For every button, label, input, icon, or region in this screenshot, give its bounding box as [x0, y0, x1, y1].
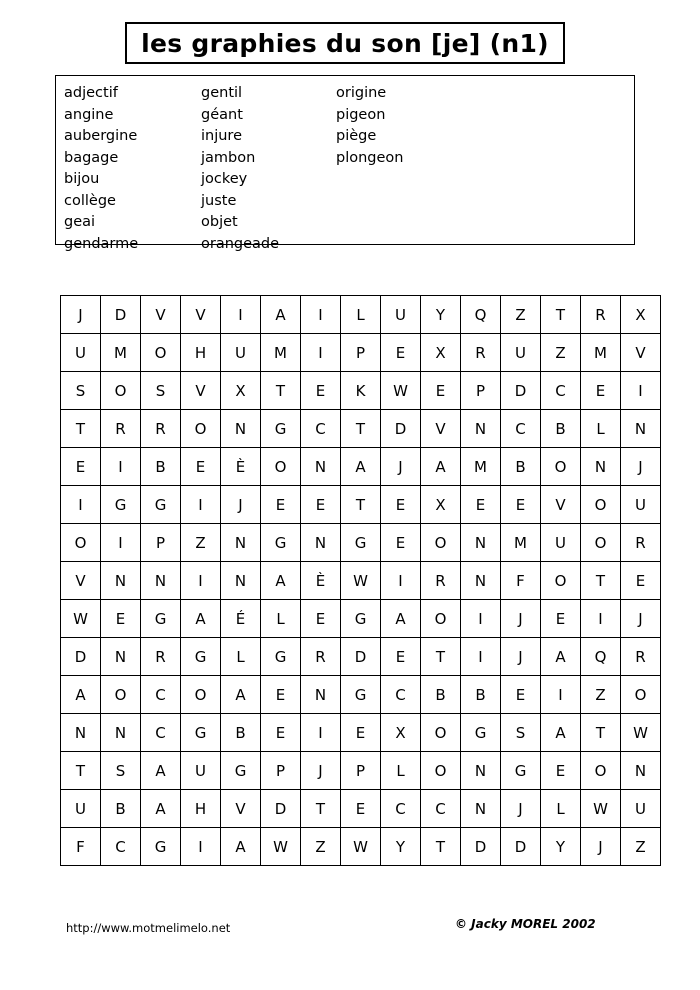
grid-cell[interactable]: N [461, 524, 501, 562]
grid-cell[interactable]: H [181, 790, 221, 828]
word-search-grid [60, 295, 661, 866]
grid-cell[interactable]: M [261, 334, 301, 372]
grid-row [61, 372, 661, 410]
grid-cell[interactable]: V [181, 296, 221, 334]
grid-cell[interactable]: R [101, 410, 141, 448]
grid-row [61, 410, 661, 448]
grid-cell[interactable]: I [301, 714, 341, 752]
grid-cell[interactable]: I [461, 600, 501, 638]
grid-cell[interactable]: N [461, 410, 501, 448]
grid-cell[interactable]: H [181, 334, 221, 372]
grid-cell[interactable]: C [381, 676, 421, 714]
grid-cell[interactable]: E [301, 600, 341, 638]
grid-cell[interactable]: M [501, 524, 541, 562]
grid-cell[interactable]: I [301, 334, 341, 372]
grid-cell[interactable]: È [221, 448, 261, 486]
grid-cell[interactable]: O [421, 714, 461, 752]
grid-cell[interactable]: T [581, 714, 621, 752]
grid-cell[interactable]: U [61, 334, 101, 372]
word-item: pigeon [336, 106, 386, 123]
grid-cell[interactable]: I [381, 562, 421, 600]
grid-cell[interactable]: N [621, 410, 661, 448]
grid-cell[interactable]: N [101, 714, 141, 752]
grid-cell[interactable]: Y [421, 296, 461, 334]
grid-cell[interactable]: E [541, 752, 581, 790]
word-item: bagage [64, 149, 119, 166]
grid-cell[interactable]: O [181, 410, 221, 448]
grid-cell[interactable]: I [181, 486, 221, 524]
grid-cell[interactable]: G [221, 752, 261, 790]
grid-cell[interactable]: M [101, 334, 141, 372]
grid-cell[interactable]: G [341, 600, 381, 638]
grid-cell[interactable]: W [621, 714, 661, 752]
grid-cell[interactable]: W [341, 828, 381, 866]
grid-cell[interactable]: U [621, 486, 661, 524]
grid-row [61, 676, 661, 714]
grid-row [61, 334, 661, 372]
grid-cell[interactable]: T [421, 828, 461, 866]
grid-cell[interactable]: E [301, 372, 341, 410]
grid-cell[interactable]: T [261, 372, 301, 410]
grid-cell[interactable]: C [141, 676, 181, 714]
grid-cell[interactable]: N [461, 790, 501, 828]
grid-cell[interactable]: N [61, 714, 101, 752]
grid-cell[interactable]: E [381, 524, 421, 562]
grid-cell[interactable]: T [581, 562, 621, 600]
word-item: origine [336, 85, 387, 101]
grid-cell[interactable]: N [301, 676, 341, 714]
grid-cell[interactable]: N [581, 448, 621, 486]
grid-cell[interactable]: T [301, 790, 341, 828]
grid-cell[interactable]: O [421, 524, 461, 562]
grid-cell[interactable]: B [141, 448, 181, 486]
grid-cell[interactable]: J [501, 600, 541, 638]
grid-cell[interactable]: J [61, 296, 101, 334]
grid-cell[interactable]: U [61, 790, 101, 828]
word-item: geai [64, 214, 96, 230]
word-list-columns [56, 83, 634, 255]
grid-cell[interactable]: A [381, 600, 421, 638]
grid-cell[interactable]: R [461, 334, 501, 372]
grid-cell[interactable]: G [501, 752, 541, 790]
grid-cell[interactable]: G [181, 638, 221, 676]
grid-cell[interactable]: C [301, 410, 341, 448]
grid-cell[interactable]: E [461, 486, 501, 524]
grid-cell[interactable]: J [581, 828, 621, 866]
grid-cell[interactable]: E [421, 372, 461, 410]
grid-cell[interactable]: A [541, 714, 581, 752]
word-list-column-3 [336, 83, 496, 255]
grid-cell[interactable]: I [301, 296, 341, 334]
grid-cell[interactable]: L [381, 752, 421, 790]
grid-cell[interactable]: E [301, 486, 341, 524]
grid-cell[interactable]: E [501, 676, 541, 714]
grid-cell[interactable]: O [541, 562, 581, 600]
grid-cell[interactable]: E [261, 714, 301, 752]
grid-cell[interactable]: T [421, 638, 461, 676]
grid-cell[interactable]: W [261, 828, 301, 866]
grid-cell[interactable]: X [621, 296, 661, 334]
grid-cell[interactable]: R [141, 410, 181, 448]
grid-cell[interactable]: S [141, 372, 181, 410]
grid-cell[interactable]: U [621, 790, 661, 828]
grid-row [61, 828, 661, 866]
grid-cell[interactable]: T [341, 486, 381, 524]
grid-cell[interactable]: I [101, 448, 141, 486]
grid-cell[interactable]: E [621, 562, 661, 600]
grid-cell[interactable]: X [421, 486, 461, 524]
grid-cell[interactable]: N [101, 638, 141, 676]
grid-cell[interactable]: A [341, 448, 381, 486]
grid-row [61, 790, 661, 828]
grid-cell[interactable]: T [61, 410, 101, 448]
grid-cell[interactable]: J [621, 448, 661, 486]
grid-cell[interactable]: G [341, 676, 381, 714]
grid-cell[interactable]: O [421, 600, 461, 638]
grid-cell[interactable]: I [101, 524, 141, 562]
grid-cell[interactable]: B [101, 790, 141, 828]
grid-cell[interactable]: O [581, 486, 621, 524]
grid-cell[interactable]: A [261, 296, 301, 334]
grid-cell[interactable]: I [581, 600, 621, 638]
grid-cell[interactable]: L [261, 600, 301, 638]
grid-cell[interactable]: Q [581, 638, 621, 676]
grid-row [61, 752, 661, 790]
grid-cell[interactable]: F [501, 562, 541, 600]
grid-cell[interactable]: A [421, 448, 461, 486]
grid-cell[interactable]: O [621, 676, 661, 714]
grid-cell[interactable]: B [541, 410, 581, 448]
grid-cell[interactable]: U [501, 334, 541, 372]
grid-cell[interactable]: B [501, 448, 541, 486]
grid-cell[interactable]: Y [381, 828, 421, 866]
grid-cell[interactable]: C [541, 372, 581, 410]
grid-cell[interactable]: N [301, 524, 341, 562]
grid-cell[interactable]: O [181, 676, 221, 714]
grid-cell[interactable]: P [341, 752, 381, 790]
grid-cell[interactable]: Z [301, 828, 341, 866]
grid-cell[interactable]: X [421, 334, 461, 372]
grid-cell[interactable]: B [421, 676, 461, 714]
grid-cell[interactable]: L [341, 296, 381, 334]
grid-cell[interactable]: J [301, 752, 341, 790]
grid-row [61, 600, 661, 638]
grid-cell[interactable]: O [61, 524, 101, 562]
grid-cell[interactable]: C [381, 790, 421, 828]
grid-cell[interactable]: S [101, 752, 141, 790]
grid-cell[interactable]: W [341, 562, 381, 600]
grid-cell[interactable]: A [141, 790, 181, 828]
grid-cell[interactable]: M [581, 334, 621, 372]
word-item: collège [64, 192, 116, 209]
grid-cell[interactable]: E [381, 486, 421, 524]
grid-cell[interactable]: N [301, 448, 341, 486]
grid-cell[interactable]: S [61, 372, 101, 410]
grid-cell[interactable]: W [381, 372, 421, 410]
grid-cell[interactable]: R [621, 638, 661, 676]
grid-cell[interactable]: C [501, 410, 541, 448]
grid-cell[interactable]: V [221, 790, 261, 828]
grid-cell[interactable]: È [301, 562, 341, 600]
grid-cell[interactable]: B [461, 676, 501, 714]
grid-cell[interactable]: X [221, 372, 261, 410]
grid-cell[interactable]: I [461, 638, 501, 676]
word-item: injure [201, 128, 243, 144]
grid-cell[interactable]: Z [581, 676, 621, 714]
grid-row [61, 562, 661, 600]
grid-cell[interactable]: N [621, 752, 661, 790]
grid-cell[interactable]: E [541, 600, 581, 638]
word-item: piège [336, 128, 377, 144]
grid-cell[interactable]: Z [181, 524, 221, 562]
word-list-column-2 [201, 83, 336, 255]
word-item: juste [201, 192, 237, 209]
grid-cell[interactable]: G [461, 714, 501, 752]
grid-cell[interactable]: R [301, 638, 341, 676]
grid-cell[interactable]: B [221, 714, 261, 752]
grid-row [61, 486, 661, 524]
grid-cell[interactable]: G [261, 638, 301, 676]
grid-cell[interactable]: I [541, 676, 581, 714]
word-item: jockey [201, 171, 248, 187]
grid-cell[interactable]: E [341, 790, 381, 828]
grid-cell[interactable]: O [581, 524, 621, 562]
grid-cell[interactable]: D [101, 296, 141, 334]
grid-cell[interactable]: O [141, 334, 181, 372]
word-item: angine [64, 106, 114, 123]
word-list-column-1 [56, 83, 201, 255]
grid-row [61, 524, 661, 562]
grid-cell[interactable]: K [341, 372, 381, 410]
grid-cell[interactable]: W [61, 600, 101, 638]
grid-cell[interactable]: A [181, 600, 221, 638]
grid-cell[interactable]: J [621, 600, 661, 638]
grid-cell[interactable]: O [421, 752, 461, 790]
word-item: gendarme [64, 235, 139, 252]
word-item: jambon [201, 149, 256, 166]
grid-cell[interactable]: P [461, 372, 501, 410]
grid-cell[interactable]: U [381, 296, 421, 334]
grid-cell[interactable]: N [221, 524, 261, 562]
grid-cell[interactable]: F [61, 828, 101, 866]
word-list-box [55, 75, 635, 252]
grid-cell[interactable]: É [221, 600, 261, 638]
word-item: bijou [64, 171, 100, 187]
grid-cell[interactable]: A [141, 752, 181, 790]
grid-cell[interactable]: M [461, 448, 501, 486]
grid-cell[interactable]: L [221, 638, 261, 676]
grid-cell[interactable]: G [101, 486, 141, 524]
word-item: plongeon [336, 149, 404, 166]
grid-cell[interactable]: Z [541, 334, 581, 372]
grid-row [61, 296, 661, 334]
grid-cell[interactable]: T [341, 410, 381, 448]
grid-cell[interactable]: E [261, 676, 301, 714]
grid-cell[interactable]: D [461, 828, 501, 866]
page-title-box [125, 22, 565, 64]
grid-cell[interactable]: E [61, 448, 101, 486]
grid-cell[interactable]: J [501, 638, 541, 676]
grid-cell[interactable]: Y [541, 828, 581, 866]
grid-cell[interactable]: G [141, 486, 181, 524]
grid-cell[interactable]: G [261, 524, 301, 562]
grid-cell[interactable]: T [61, 752, 101, 790]
grid-cell[interactable]: V [181, 372, 221, 410]
grid-cell[interactable]: U [181, 752, 221, 790]
grid-cell[interactable]: I [61, 486, 101, 524]
grid-cell[interactable]: P [261, 752, 301, 790]
grid-cell[interactable]: E [261, 486, 301, 524]
grid-cell[interactable]: J [501, 790, 541, 828]
grid-cell[interactable]: O [101, 372, 141, 410]
grid-row [61, 714, 661, 752]
grid-cell[interactable]: I [221, 296, 261, 334]
grid-cell[interactable]: E [381, 334, 421, 372]
word-item: gentil [201, 85, 243, 101]
grid-cell[interactable]: A [261, 562, 301, 600]
grid-cell[interactable]: X [381, 714, 421, 752]
grid-cell[interactable]: N [101, 562, 141, 600]
grid-cell[interactable]: J [221, 486, 261, 524]
grid-cell[interactable]: P [141, 524, 181, 562]
grid-cell[interactable]: V [621, 334, 661, 372]
grid-cell[interactable]: A [61, 676, 101, 714]
grid-cell[interactable]: N [461, 562, 501, 600]
grid-cell[interactable]: V [541, 486, 581, 524]
grid-cell[interactable]: D [501, 828, 541, 866]
grid-cell[interactable]: V [61, 562, 101, 600]
grid-cell[interactable]: I [621, 372, 661, 410]
grid-cell[interactable]: W [581, 790, 621, 828]
grid-cell[interactable]: V [141, 296, 181, 334]
grid-cell[interactable]: D [381, 410, 421, 448]
grid-cell[interactable]: D [501, 372, 541, 410]
grid-cell[interactable]: E [101, 600, 141, 638]
grid-cell[interactable]: N [221, 410, 261, 448]
grid-cell[interactable]: V [421, 410, 461, 448]
grid-cell[interactable]: C [421, 790, 461, 828]
word-item: orangeade [201, 235, 280, 252]
grid-cell[interactable]: Z [621, 828, 661, 866]
grid-cell[interactable]: G [141, 600, 181, 638]
grid-cell[interactable]: R [581, 296, 621, 334]
grid-cell[interactable]: Q [461, 296, 501, 334]
grid-cell[interactable]: N [141, 562, 181, 600]
grid-cell[interactable]: O [581, 752, 621, 790]
grid-cell[interactable]: S [501, 714, 541, 752]
page-title: les graphies du son [je] (n1) [141, 28, 549, 58]
grid-cell[interactable]: G [261, 410, 301, 448]
copyright-credit: © Jacky MOREL 2002 [455, 917, 596, 931]
grid-cell[interactable]: N [221, 562, 261, 600]
grid-cell[interactable]: O [261, 448, 301, 486]
grid-cell[interactable]: O [541, 448, 581, 486]
word-item: adjectif [64, 85, 118, 101]
grid-cell[interactable]: O [101, 676, 141, 714]
page-title-container [125, 22, 565, 64]
grid-cell[interactable]: C [141, 714, 181, 752]
grid-cell[interactable]: E [581, 372, 621, 410]
word-item: aubergine [64, 128, 138, 144]
grid-cell[interactable]: N [461, 752, 501, 790]
grid-cell[interactable]: G [181, 714, 221, 752]
grid-cell[interactable]: R [421, 562, 461, 600]
grid-cell[interactable]: I [181, 562, 221, 600]
grid-cell[interactable]: G [341, 524, 381, 562]
grid-cell[interactable]: A [541, 638, 581, 676]
grid-cell[interactable]: T [541, 296, 581, 334]
website-url[interactable]: http://www.motmelimelo.net [66, 921, 231, 935]
grid-cell[interactable]: L [541, 790, 581, 828]
grid-cell[interactable]: E [381, 638, 421, 676]
grid-cell[interactable]: E [341, 714, 381, 752]
word-item: objet [201, 214, 238, 230]
grid-cell[interactable]: D [61, 638, 101, 676]
grid-cell[interactable]: U [541, 524, 581, 562]
grid-cell[interactable]: E [501, 486, 541, 524]
grid-cell[interactable]: P [341, 334, 381, 372]
grid-cell[interactable]: L [581, 410, 621, 448]
grid-cell[interactable]: E [181, 448, 221, 486]
grid-cell[interactable]: J [381, 448, 421, 486]
grid-row [61, 638, 661, 676]
grid-cell[interactable]: I [181, 828, 221, 866]
grid-cell[interactable]: U [221, 334, 261, 372]
grid-cell[interactable]: D [341, 638, 381, 676]
word-item: géant [201, 106, 243, 123]
grid-row [61, 448, 661, 486]
grid-cell[interactable]: C [101, 828, 141, 866]
grid-cell[interactable]: D [261, 790, 301, 828]
grid-cell[interactable]: G [141, 828, 181, 866]
grid-cell[interactable]: R [141, 638, 181, 676]
grid-cell[interactable]: A [221, 828, 261, 866]
grid-cell[interactable]: A [221, 676, 261, 714]
grid-cell[interactable]: R [621, 524, 661, 562]
grid-cell[interactable]: Z [501, 296, 541, 334]
